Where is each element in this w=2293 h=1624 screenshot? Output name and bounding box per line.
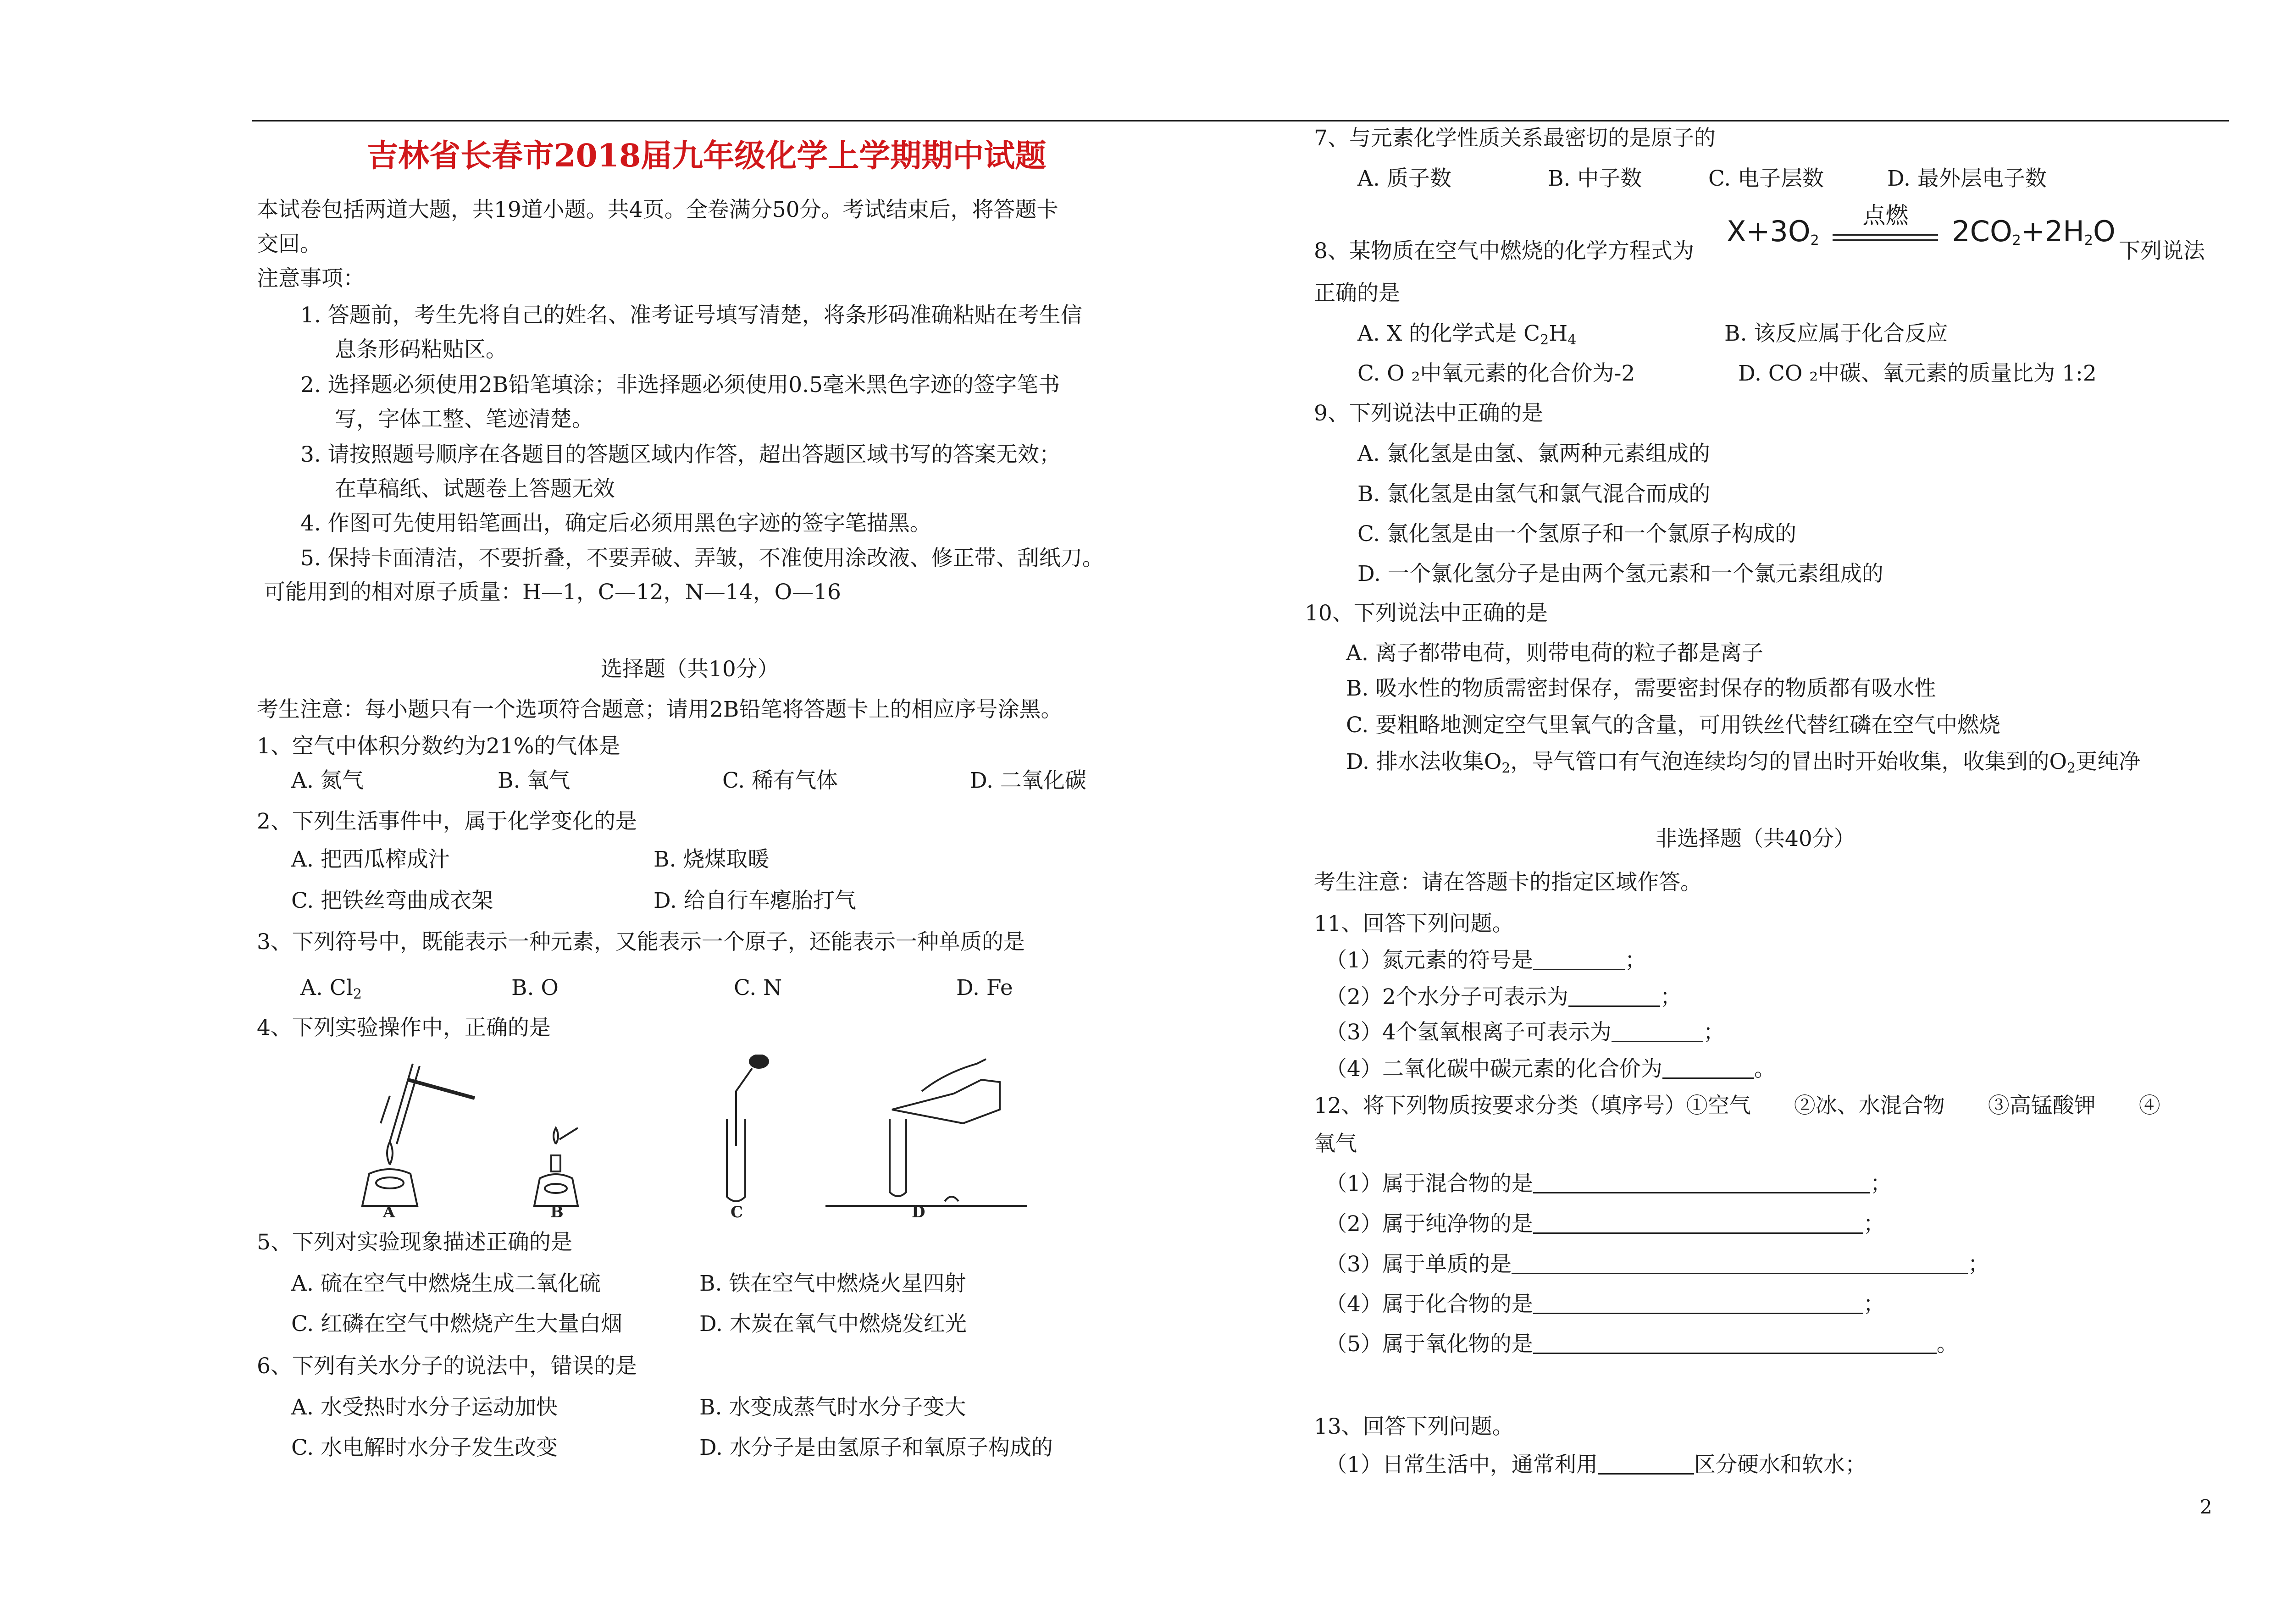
figure-label-b: B (550, 1203, 564, 1220)
q5-option: B. 铁在空气中燃烧火星四射 (699, 1271, 966, 1296)
q8-stem: 8、某物质在空气中燃烧的化学方程式为 (1314, 238, 1694, 264)
section1-heading: 选择题（共10分） (601, 657, 779, 682)
q13-stem: 13、回答下列问题。 (1314, 1414, 1514, 1439)
reaction-arrow: 点燃 (1833, 215, 1938, 248)
notice-item: 3. 请按照题号顺序在各题目的答题区域内作答，超出答题区域书写的答案无效； (300, 442, 1061, 467)
section2-heading: 非选择题（共40分） (1656, 826, 1855, 851)
page-title: 吉林省长春市2018届九年级化学上学期期中试题 (367, 138, 1047, 174)
q2-option: C. 把铁丝弯曲成衣架 (291, 888, 493, 913)
q3-option: C. N (734, 975, 782, 1000)
q7-option: A. 质子数 (1357, 166, 1451, 191)
notice-item: 息条形码粘贴区。 (335, 337, 507, 362)
intro-line-1: 本试卷包括两道大题，共19道小题。共4页。全卷满分50分。考试结束后，将答题卡 (257, 197, 1058, 222)
notice-item: 写，字体工整、笔迹清楚。 (335, 407, 593, 432)
q3-option: B. O (511, 975, 559, 1000)
figure-label-c: C (731, 1203, 743, 1220)
q6-option: B. 水变成蒸气时水分子变大 (699, 1395, 966, 1420)
q11-item: （2）2个水分子可表示为 ； (1325, 984, 1682, 1010)
q6-option: A. 水受热时水分子运动加快 (291, 1395, 558, 1420)
q1-stem: 1、空气中体积分数约为21%的气体是 (257, 734, 620, 759)
q11-item: （3）4个氢氧根离子可表示为 ； (1325, 1020, 1725, 1045)
q8-option: B. 该反应属于化合反应 (1724, 321, 1948, 346)
q3-stem: 3、下列符号中，既能表示一种元素，又能表示一个原子，还能表示一种单质的是 (257, 929, 1025, 955)
figure-label-d: D (912, 1203, 925, 1220)
notice-heading: 注意事项： (257, 266, 365, 291)
q9-option: B. 氯化氢是由氢气和氯气混合而成的 (1357, 481, 1711, 507)
q9-option: C. 氯化氢是由一个氢原子和一个氯原子构成的 (1357, 521, 1797, 547)
notice-item: 4. 作图可先使用铅笔画出，确定后必须用黑色字迹的签字笔描黑。 (300, 511, 931, 536)
q1-option: A. 氮气 (291, 768, 364, 793)
q13-item: （1）日常生活中，通常利用 区分硬水和软水； (1325, 1452, 1867, 1477)
figure-b-alcohol-lamp (534, 1128, 578, 1206)
q3-option-a: A. $Cl_2$ (300, 975, 362, 1002)
q2-stem: 2、下列生活事件中，属于化学变化的是 (257, 809, 637, 834)
q4-apparatus-figure (353, 1055, 1032, 1220)
q12-stem-line-2: 氧气 (1314, 1131, 1357, 1156)
q7-option: B. 中子数 (1548, 166, 1642, 191)
q5-option: D. 木炭在氧气中燃烧发红光 (699, 1311, 967, 1337)
q3-option: D. Fe (956, 975, 1013, 1000)
figure-a-heating-test-tube (362, 1064, 475, 1206)
figure-label-a: A (383, 1203, 395, 1220)
figure-d-pouring-liquid (825, 1059, 1027, 1206)
q8-option: D. CO ₂中碳、氧元素的质量比为 1:2 (1738, 361, 2097, 386)
q12-item: （1）属于混合物的是 ； (1325, 1171, 1892, 1196)
notice-item: 1. 答题前，考生先将自己的姓名、准考证号填写清楚，将条形码准确粘贴在考生信 (300, 303, 1082, 328)
q6-stem: 6、下列有关水分子的说法中，错误的是 (257, 1353, 637, 1379)
q5-stem: 5、下列对实验现象描述正确的是 (257, 1230, 572, 1255)
q2-option: A. 把西瓜榨成汁 (291, 847, 450, 872)
q10-option: B. 吸水性的物质需密封保存，需要密封保存的物质都有吸水性 (1346, 676, 1936, 701)
atomic-mass-line: 可能用到的相对原子质量：H—1，C—12，N—14，O—16 (264, 580, 841, 605)
q1-option: C. 稀有气体 (722, 768, 838, 793)
q5-option: C. 红磷在空气中燃烧产生大量白烟 (291, 1311, 623, 1337)
q8-chemical-equation: $X+3O_2$ 点燃 $2CO_2+2H_2O$ (1727, 202, 2116, 249)
q10-option: A. 离子都带电荷，则带电荷的粒子都是离子 (1346, 641, 1763, 666)
q9-option: A. 氯化氢是由氢、氯两种元素组成的 (1357, 441, 1710, 466)
q5-option: A. 硫在空气中燃烧生成二氧化硫 (291, 1271, 601, 1296)
q6-option: C. 水电解时水分子发生改变 (291, 1435, 558, 1460)
notice-item: 2. 选择题必须使用2B铅笔填涂；非选择题必须使用0.5毫米黑色字迹的签字笔书 (300, 372, 1060, 398)
section2-note: 考生注意：请在答题卡的指定区域作答。 (1314, 870, 1702, 895)
figure-c-dropper (727, 1055, 768, 1201)
q11-stem: 11、回答下列问题。 (1314, 911, 1514, 936)
q7-option: D. 最外层电子数 (1887, 166, 2047, 191)
q12-item: （4）属于化合物的是 ； (1325, 1292, 1885, 1317)
q6-option: D. 水分子是由氢原子和氧原子构成的 (699, 1435, 1053, 1460)
notice-item: 5. 保持卡面清洁，不要折叠，不要弄破、弄皱，不准使用涂改液、修正带、刮纸刀。 (300, 546, 1104, 571)
q12-item: （5）属于氧化物的是 。 (1325, 1331, 1958, 1357)
q12-item: （2）属于纯净物的是 ； (1325, 1211, 1885, 1237)
q9-option: D. 一个氯化氢分子是由两个氢元素和一个氯元素组成的 (1357, 561, 1883, 586)
q1-option: B. 氧气 (498, 768, 570, 793)
q4-stem: 4、下列实验操作中，正确的是 (257, 1015, 551, 1040)
q11-item: （4）二氧化碳中碳元素的化合价为 。 (1325, 1056, 1776, 1082)
q10-option-d: D. 排水法收集$O_2$，导气管口有气泡连续均匀的冒出时开始收集，收集到的$O_2$更纯净 (1346, 749, 2141, 776)
q1-option: D. 二氧化碳 (970, 768, 1086, 793)
q2-option: D. 给自行车瘪胎打气 (654, 888, 856, 913)
q8-stem-line-2: 正确的是 (1314, 281, 1400, 306)
q7-stem: 7、与元素化学性质关系最密切的是原子的 (1314, 126, 1716, 151)
q2-option: B. 烧煤取暖 (654, 847, 770, 872)
q8-option-a: A. X 的化学式是 $C_2H_4$ (1357, 321, 1577, 348)
q12-stem: 12、将下列物质按要求分类（填序号）①空气 ②冰、水混合物 ③高锰酸钾 ④ (1314, 1093, 2160, 1118)
q12-item: （3）属于单质的是 ； (1325, 1252, 1989, 1277)
q7-option: C. 电子层数 (1708, 166, 1824, 191)
q8-stem-tail: 下列说法 (2119, 238, 2205, 264)
intro-line-2: 交回。 (257, 232, 321, 257)
q10-stem: 10、下列说法中正确的是 (1305, 601, 1548, 626)
page-number: 2 (2200, 1496, 2212, 1518)
header-rule (252, 120, 2229, 122)
q11-item: （1）氮元素的符号是 ； (1325, 948, 1646, 973)
section1-note: 考生注意：每小题只有一个选项符合题意；请用2B铅笔将答题卡上的相应序号涂黑。 (257, 697, 1063, 722)
q8-option: C. O ₂中氧元素的化合价为-2 (1357, 361, 1635, 386)
q10-option: C. 要粗略地测定空气里氧气的含量，可用铁丝代替红磷在空气中燃烧 (1346, 713, 2001, 738)
q9-stem: 9、下列说法中正确的是 (1314, 401, 1543, 426)
notice-item: 在草稿纸、试题卷上答题无效 (335, 476, 615, 502)
